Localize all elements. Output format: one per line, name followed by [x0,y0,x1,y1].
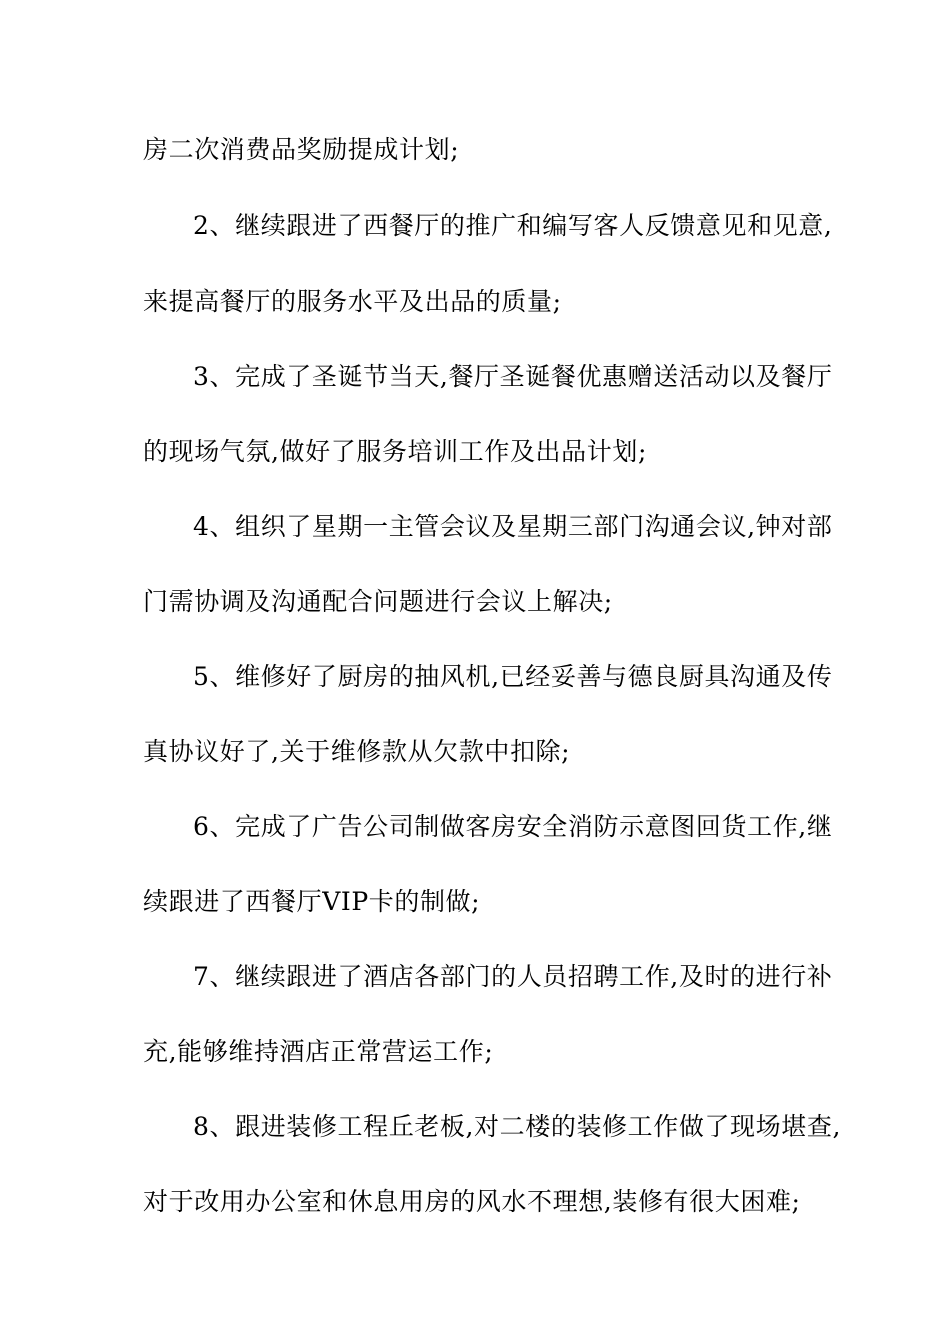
text-line-8: 5、维修好了厨房的抽风机,已经妥善与德良厨具沟通及传 [193,662,833,691]
text-line-7: 门需协调及沟通配合问题进行会议上解决; [143,587,613,616]
text-line-13: 充,能够维持酒店正常营运工作; [143,1037,494,1066]
text-line-1: 房二次消费品奖励提成计划; [143,135,460,164]
text-line-12: 7、继续跟进了酒店各部门的人员招聘工作,及时的进行补 [193,962,833,991]
text-line-11: 续跟进了西餐厅VIP卡的制做; [143,887,481,916]
text-line-14: 8、跟进装修工程丘老板,对二楼的装修工作做了现场堪查, [193,1112,842,1141]
text-line-3: 来提高餐厅的服务水平及出品的质量; [143,287,562,316]
text-line-9: 真协议好了,关于维修款从欠款中扣除; [143,737,571,766]
text-line-2: 2、继续跟进了西餐厅的推广和编写客人反馈意见和见意, [193,211,833,240]
text-line-4: 3、完成了圣诞节当天,餐厅圣诞餐优惠赠送活动以及餐厅 [193,362,833,391]
text-line-5: 的现场气氛,做好了服务培训工作及出品计划; [143,437,647,466]
text-line-6: 4、组织了星期一主管会议及星期三部门沟通会议,钟对部 [193,512,833,541]
text-line-15: 对于改用办公室和休息用房的风水不理想,装修有很大困难; [143,1187,801,1216]
text-line-10: 6、完成了广告公司制做客房安全消防示意图回货工作,继 [193,812,833,841]
